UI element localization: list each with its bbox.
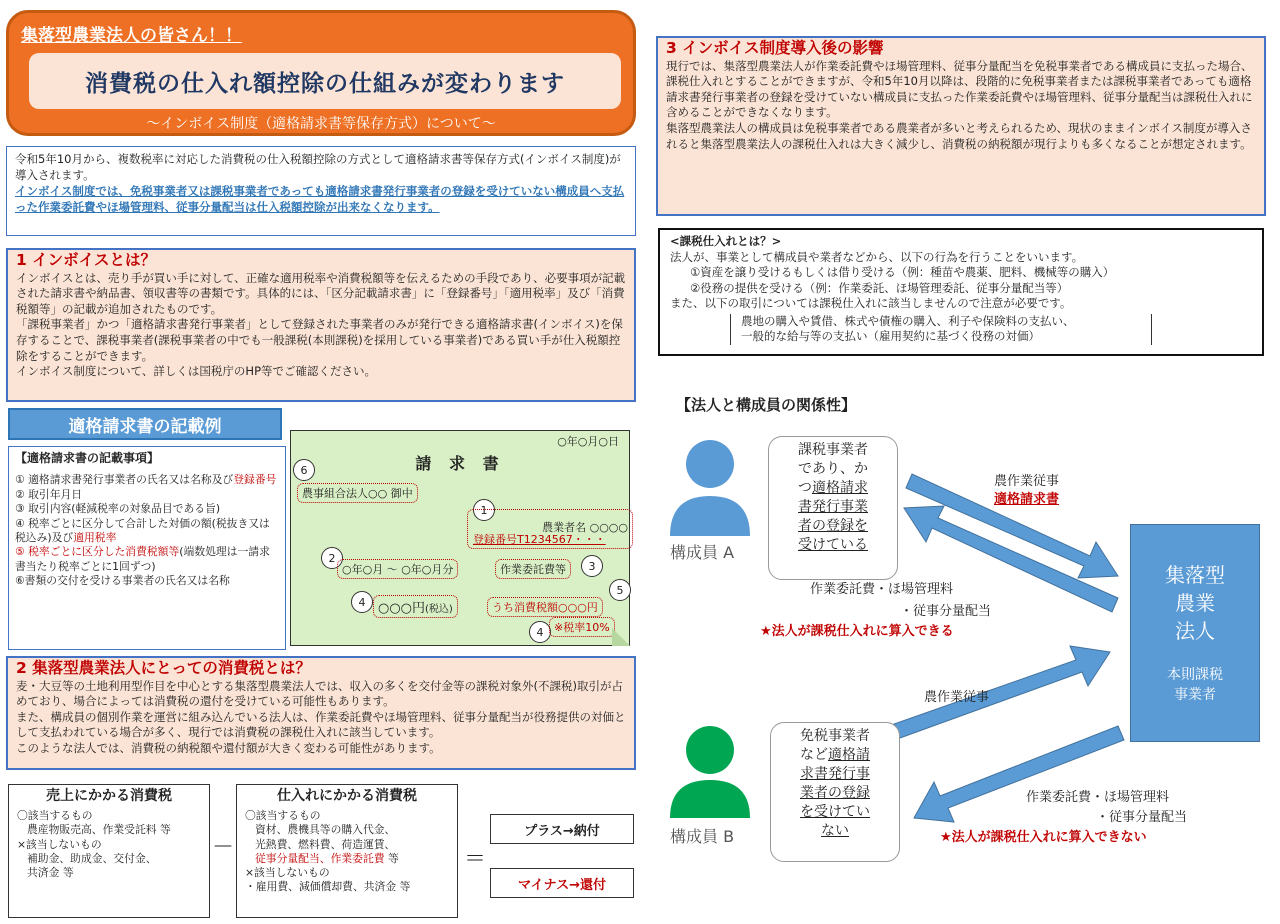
invoice-title: 請 求 書 [415, 454, 505, 473]
section1-p2: 「課税事業者」かつ「適格請求書発行事業者」として登録された事業者のみが発行できる適格請求書(インボイス)を保存することで、課税事業者(課税事業者の中でも一般課税(本則課税)を採用している事業者)である買い手が仕入税額控除をすることができます。 [16, 317, 623, 363]
bubble-a-line-6: 受けている [798, 537, 868, 553]
member-a-bubble [768, 436, 898, 580]
invoice-period: ○年○月 ～ ○年○月分 [337, 559, 458, 579]
flow-a-work: 農作業従事 [994, 474, 1060, 489]
tax-included: (税込) [425, 604, 453, 615]
section3-heading: 3 インボイス制度導入後の影響 [666, 39, 884, 57]
section2-p3: このような法人では、消費税の納税額や還付額が大きく変わる可能性があります。 [16, 740, 441, 755]
section2-heading: 2 集落型農業法人にとっての消費税とは？ [16, 659, 311, 677]
corp-name-3: 法人 [1175, 619, 1215, 643]
item-4: ④ 税率ごとに区分して合計した対価の額(税抜き又は税込み)及び適用税率 [15, 516, 270, 545]
arrow-corp-to-b [914, 726, 1124, 822]
section3-p1: 現行では、集落型農業法人が作業委託費やほ場管理料、従事分量配当を免税事業者である構成員に支払った場合、課税仕入れとすることができますが、令和5年10月以降は、段階的に免税事業者または課税事業者であっても適格請求書発行事業者の登録を受けていない構成員に支払った作業委託費やほ場管理料、従事分量配当は課税仕入れに含めることができなくなります。 [666, 58, 1253, 120]
intro-link[interactable]: インボイス制度では、免税事業者又は課税事業者であっても適格請求書発行事業者の登録を受けていない構成員へ支払った作業委託費やほ場管理料、従事分量配当は仕入税額控除が出来なくなります。 [15, 184, 625, 214]
page-title: 消費税の仕入れ額控除の仕組みが変わります [29, 53, 621, 109]
section1-p1: インボイスとは、売り手が買い手に対して、正確な適用税率や消費税額等を伝えるための手段であり、必要事項が記載された請求書や納品書、領収書等の書類です。具体的には、「区分記載請求書」に「登録番号」「適用税率」及び「消費税額等」の記載が追加されたものです。 [16, 270, 626, 316]
corp-name-1: 集落型 [1165, 563, 1225, 587]
section1-heading: 1 インボイスとは？ [16, 251, 157, 269]
bubble-a-line-1: 課税事業者 [798, 442, 868, 458]
section3-p2: 集落型農業法人の構成員は免税事業者である農業者が多いと考えられるため、現状のままインボイス制度が導入されると集落型農業法人の課税仕入れは大きく減少し、消費税の納税額が現行よりも多くなることが想定されます。 [666, 120, 1252, 151]
item-5: ⑤ 税率ごとに区分した消費税額等(端数処理は一請求書当たり税率ごとに1回ずつ) [15, 545, 270, 573]
minus-refund: マイナス→還付 [490, 868, 634, 898]
marker-4a: 4 [351, 591, 373, 613]
items-heading: 【適格請求書の記載事項】 [15, 451, 160, 465]
bubble-b-line-3: 求書発行事 [800, 766, 870, 782]
invoice-addressee: 農事組合法人○○ 御中 [297, 483, 418, 503]
corp-type [1131, 665, 1259, 705]
purchase-items-1: 資材、農機具等の購入代金、 [255, 823, 396, 837]
flow-a-note: ★法人が課税仕入れに算入できる [760, 624, 954, 639]
bubble-a-line-4: 書発行事業 [798, 499, 868, 515]
corp-type-2: 事業者 [1174, 687, 1216, 703]
corp-name-2: 農業 [1175, 591, 1215, 615]
bubble-a-line-5: 者の登録を [798, 518, 868, 534]
person-a-icon [670, 440, 750, 536]
purchase-applicable: 〇該当するもの [245, 809, 321, 823]
invoice-issuer: 農業者名 ○○○○ [542, 521, 628, 534]
invoice-work: 作業委託費等 [495, 559, 571, 579]
flow-a-payment-1: 作業委託費・ほ場管理料 [810, 582, 954, 597]
sales-not-applicable: ×該当しないもの [17, 837, 102, 851]
exclusion-line-2: 一般的な給与等の支払い（雇用契約に基づく役務の対価） [741, 329, 1040, 343]
item-3: ③ 取引内容(軽減税率の対象品目である旨) [15, 502, 221, 516]
definition-line-3: ②役務の提供を受ける（例：作業委託、ほ場管理委託、従事分量配当等） [690, 280, 1069, 295]
corporation-box [1130, 524, 1260, 742]
bubble-b-line-2: など適格請 [800, 747, 870, 763]
marker-1: 1 [473, 499, 495, 521]
sales-not-items-1: 補助金、助成金、交付金、 [27, 851, 157, 865]
item-2: ② 取引年月日 [15, 487, 83, 501]
definition-line-1: 法人が、事業として構成員や業者などから、以下の行為を行うことをいいます。 [670, 249, 1084, 264]
section1-p3: インボイス制度について、詳しくは国税庁のHP等でご確認ください。 [16, 364, 377, 379]
person-b-icon [670, 726, 750, 818]
marker-4b: 4 [529, 621, 551, 643]
flow-a-payment-2: ・従事分量配当 [900, 604, 992, 619]
definition-line-2: ①資産を譲り受けるもしくは借り受ける（例：種苗や農薬、肥料、機械等の購入） [690, 265, 1115, 279]
item-6: ⑥書類の交付を受ける事業者の氏名又は名称 [15, 574, 230, 588]
invoice-date: ○年○月○日 [557, 435, 619, 448]
sales-applicable-items: 農産物販売高、作業受託料 等 [27, 823, 171, 837]
invoice-tax-amount: うち消費税額○○○円 [487, 597, 603, 617]
plus-payment: プラス→納付 [490, 814, 634, 844]
member-b-label: 構成員 B [670, 827, 735, 846]
flow-a-invoice: 適格請求書 [994, 492, 1060, 507]
invoice-amount: ○○○円 [378, 601, 426, 616]
flow-b-work: 農作業従事 [924, 690, 990, 705]
bubble-a-line-2: であり、か [798, 461, 868, 477]
item-1: ① 適格請求書発行事業者の氏名又は名称及び登録番号 [15, 473, 277, 487]
bubble-b-line-1: 免税事業者 [800, 728, 870, 744]
header-kicker: 集落型農業法人の皆さん！！ [21, 26, 242, 46]
purchase-not-applicable: ×該当しないもの [245, 866, 330, 880]
sales-heading: 売上にかかる消費税 [46, 788, 172, 804]
sales-applicable: 〇該当するもの [17, 809, 93, 823]
minus-sign: － [211, 835, 234, 860]
exclusion-line-1: 農地の購入や賃借、株式や債権の購入、利子や保険料の支払い、 [741, 313, 1075, 328]
marker-6: 6 [293, 459, 315, 481]
definition-heading: <課税仕入れとは？> [670, 234, 782, 248]
marker-5: 5 [609, 579, 631, 601]
registration-number: 登録番号T1234567・・・ [473, 533, 606, 546]
flow-b-payment-2: ・従事分量配当 [1096, 810, 1188, 825]
member-b-bubble [770, 722, 900, 862]
section2-p1: 麦・大豆等の土地利用型作目を中心とする集落型農業法人では、収入の多くを交付金等の課税対象外(不課税)取引が占めており、場合によっては消費税の還付を受けている可能性もあります。 [16, 678, 623, 709]
invoice-tax-rate: ※税率10% [549, 617, 615, 637]
page-subtitle: ～インボイス制度（適格請求書等保存方式）について～ [146, 116, 496, 132]
relationship-title: 【法人と構成員の関係性】 [676, 396, 857, 414]
definition-line-4: また、以下の取引については課税仕入れに該当しませんので注意が必要です。 [670, 296, 1072, 310]
bubble-b-line-4: 業者の登録 [800, 785, 870, 801]
flow-b-note: ★法人が課税仕入れに算入できない [940, 830, 1147, 845]
bubble-b-line-6: ない [821, 823, 849, 839]
example-title: 適格請求書の記載例 [8, 408, 282, 440]
flow-b-payment-1: 作業委託費・ほ場管理料 [1026, 790, 1170, 805]
corp-name [1131, 561, 1259, 645]
member-a-label: 構成員 A [670, 543, 735, 562]
bubble-a-line-3: つ適格請求 [798, 480, 868, 496]
purchase-items-2: 光熱費、燃料費、荷造運賃、 [255, 837, 396, 851]
section2-p2: また、構成員の個別作業を運営に組み込んでいる法人は、作業委託費やほ場管理料、従事分量配当が役務提供の対価として支払われている場合が多く、現行では消費税の課税仕入れに該当しています。 [16, 709, 626, 740]
intro-text: 令和5年10月から、複数税率に対応した消費税の仕入税額控除の方式として適格請求書等保存方式(インボイス制度)が導入されます。 [15, 152, 621, 182]
equal-sign: ＝ [463, 847, 486, 872]
purchase-heading: 仕入れにかかる消費税 [277, 788, 417, 804]
corp-type-1: 本則課税 [1167, 667, 1223, 683]
marker-3: 3 [581, 555, 603, 577]
bubble-b-line-5: を受けてい [800, 804, 870, 820]
purchase-items-3: 従事分量配当、作業委託費 等 [255, 851, 399, 865]
marker-2: 2 [321, 547, 343, 569]
sales-not-items-2: 共済金 等 [27, 866, 74, 880]
purchase-not-items: ・雇用費、減価償却費、共済金 等 [245, 880, 411, 894]
